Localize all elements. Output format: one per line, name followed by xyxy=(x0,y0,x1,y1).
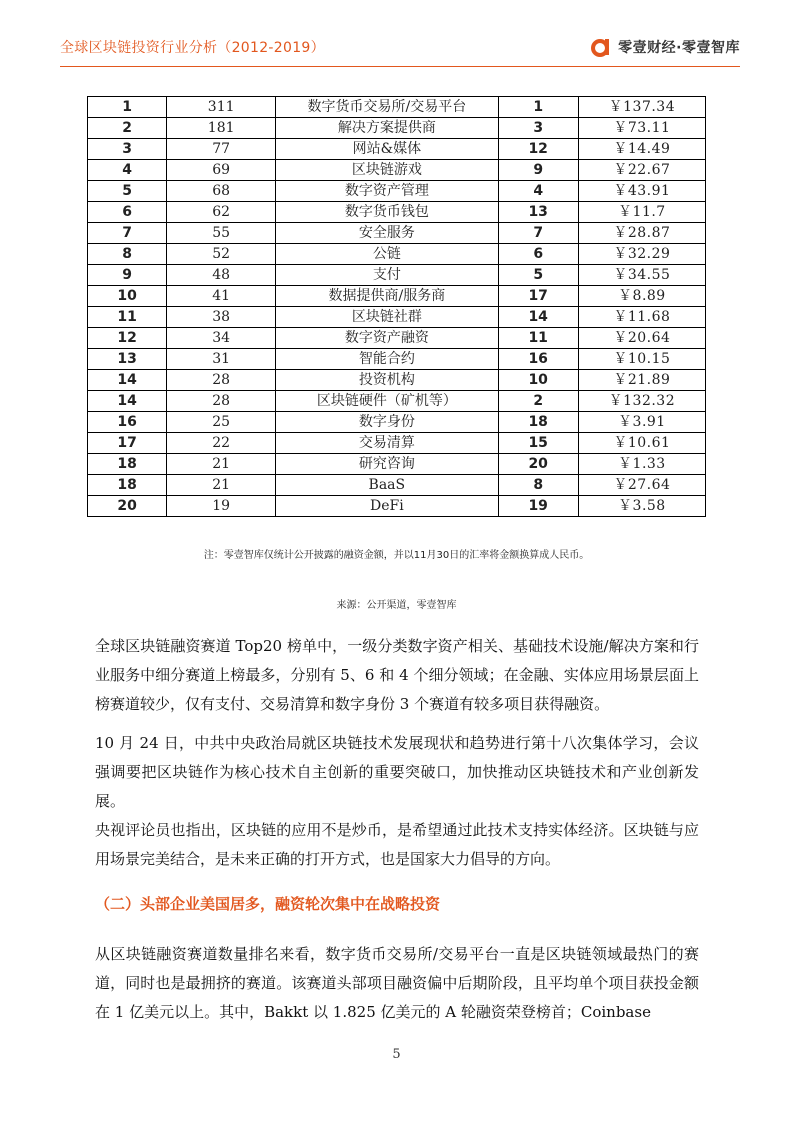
header-title: 全球区块链投资行业分析（2012-2019） xyxy=(60,40,325,56)
avg-amount-cell: ￥137.34 xyxy=(578,97,705,118)
paragraph-4-text: 从区块链融资赛道数量排名来看，数字货币交易所/交易平台一直是区块链领域最热门的赛道，同时也是最拥挤的赛道。该赛道头部项目融资偏中后期阶段，且平均单个项目获投金额在 1 亿美元以上。其中，Bakkt 以 1.825 亿美元的 A 轮融资荣登榜首；Coinbase xyxy=(95,945,699,1021)
amount-rank-cell: 15 xyxy=(498,433,578,454)
amount-rank-cell: 9 xyxy=(498,160,578,181)
count-cell: 21 xyxy=(167,475,276,496)
paragraph-1 xyxy=(95,632,699,719)
track-cell: 智能合约 xyxy=(276,349,499,370)
count-cell: 311 xyxy=(167,97,276,118)
track-cell: 数字资产管理 xyxy=(276,181,499,202)
rank-cell: 11 xyxy=(88,307,167,328)
track-cell: BaaS xyxy=(276,475,499,496)
rank-cell: 14 xyxy=(88,391,167,412)
count-cell: 68 xyxy=(167,181,276,202)
table-row xyxy=(88,433,706,454)
rank-cell: 8 xyxy=(88,244,167,265)
count-cell: 41 xyxy=(167,286,276,307)
table-row xyxy=(88,475,706,496)
table-note: 注：零壹智库仅统计公开披露的融资金额，并以11月30日的汇率将金额换算成人民币。 xyxy=(203,550,590,561)
avg-amount-cell: ￥8.89 xyxy=(578,286,705,307)
amount-rank-cell: 6 xyxy=(498,244,578,265)
table-row xyxy=(88,307,706,328)
count-cell: 55 xyxy=(167,223,276,244)
paragraph-2-text: 10 月 24 日，中共中央政治局就区块链技术发展现状和趋势进行第十八次集体学习，会议强调要把区块链作为核心技术自主创新的重要突破口，加快推动区块链技术和产业创新发展。 xyxy=(95,734,699,810)
table-source: 来源：公开渠道，零壹智库 xyxy=(336,600,457,611)
rank-cell: 16 xyxy=(88,412,167,433)
paragraph-1-text: 全球区块链融资赛道 Top20 榜单中，一级分类数字资产相关、基础技术设施/解决方案和行业服务中细分赛道上榜最多，分别有 5、6 和 4 个细分领域；在金融、实体应用场景层面上榜赛道较少，仅有支付、交易清算和数字身份 3 个赛道有较多项目获得融资。 xyxy=(95,637,699,713)
amount-rank-cell: 4 xyxy=(498,181,578,202)
amount-rank-cell: 8 xyxy=(498,475,578,496)
rank-cell: 1 xyxy=(88,97,167,118)
count-cell: 181 xyxy=(167,118,276,139)
track-cell: 投资机构 xyxy=(276,370,499,391)
track-cell: 公链 xyxy=(276,244,499,265)
table-row xyxy=(88,286,706,307)
amount-rank-cell: 20 xyxy=(498,454,578,475)
avg-amount-cell: ￥11.7 xyxy=(578,202,705,223)
avg-amount-cell: ￥10.61 xyxy=(578,433,705,454)
amount-rank-cell: 17 xyxy=(498,286,578,307)
avg-amount-cell: ￥22.67 xyxy=(578,160,705,181)
rank-cell: 17 xyxy=(88,433,167,454)
avg-amount-cell: ￥27.64 xyxy=(578,475,705,496)
count-cell: 21 xyxy=(167,454,276,475)
rank-cell: 3 xyxy=(88,139,167,160)
count-cell: 22 xyxy=(167,433,276,454)
table-row xyxy=(88,160,706,181)
rank-cell: 13 xyxy=(88,349,167,370)
track-cell: 区块链硬件（矿机等） xyxy=(276,391,499,412)
track-cell: 区块链社群 xyxy=(276,307,499,328)
avg-amount-cell: ￥132.32 xyxy=(578,391,705,412)
amount-rank-cell: 18 xyxy=(498,412,578,433)
track-cell: 研究咨询 xyxy=(276,454,499,475)
table-row xyxy=(88,349,706,370)
count-cell: 52 xyxy=(167,244,276,265)
avg-amount-cell: ￥11.68 xyxy=(578,307,705,328)
table-row xyxy=(88,181,706,202)
table-row xyxy=(88,265,706,286)
track-cell: 区块链游戏 xyxy=(276,160,499,181)
amount-rank-cell: 14 xyxy=(498,307,578,328)
track-cell: 交易清算 xyxy=(276,433,499,454)
paragraph-3 xyxy=(95,816,699,874)
table-row xyxy=(88,202,706,223)
amount-rank-cell: 2 xyxy=(498,391,578,412)
avg-amount-cell: ￥43.91 xyxy=(578,181,705,202)
avg-amount-cell: ￥32.29 xyxy=(578,244,705,265)
amount-rank-cell: 16 xyxy=(498,349,578,370)
avg-amount-cell: ￥3.58 xyxy=(578,496,705,517)
page-header xyxy=(60,36,740,60)
count-cell: 31 xyxy=(167,349,276,370)
track-cell: 网站&媒体 xyxy=(276,139,499,160)
paragraph-3-text: 央视评论员也指出，区块链的应用不是炒币，是希望通过此技术支持实体经济。区块链与应用场景完美结合，是未来正确的打开方式，也是国家大力倡导的方向。 xyxy=(95,821,699,868)
count-cell: 77 xyxy=(167,139,276,160)
avg-amount-cell: ￥1.33 xyxy=(578,454,705,475)
rank-cell: 2 xyxy=(88,118,167,139)
rank-cell: 7 xyxy=(88,223,167,244)
count-cell: 38 xyxy=(167,307,276,328)
rank-cell: 18 xyxy=(88,475,167,496)
count-cell: 69 xyxy=(167,160,276,181)
count-cell: 25 xyxy=(167,412,276,433)
avg-amount-cell: ￥34.55 xyxy=(578,265,705,286)
amount-rank-cell: 10 xyxy=(498,370,578,391)
count-cell: 48 xyxy=(167,265,276,286)
paragraph-4 xyxy=(95,940,699,1027)
table-row xyxy=(88,454,706,475)
track-cell: 支付 xyxy=(276,265,499,286)
amount-rank-cell: 3 xyxy=(498,118,578,139)
rank-cell: 10 xyxy=(88,286,167,307)
track-cell: 安全服务 xyxy=(276,223,499,244)
table-row xyxy=(88,139,706,160)
avg-amount-cell: ￥14.49 xyxy=(578,139,705,160)
rank-cell: 4 xyxy=(88,160,167,181)
track-cell: 解决方案提供商 xyxy=(276,118,499,139)
section-heading: （二）头部企业美国居多，融资轮次集中在战略投资 xyxy=(95,895,441,913)
rank-cell: 18 xyxy=(88,454,167,475)
rank-cell: 9 xyxy=(88,265,167,286)
amount-rank-cell: 19 xyxy=(498,496,578,517)
avg-amount-cell: ￥20.64 xyxy=(578,328,705,349)
page-number: 5 xyxy=(392,1047,401,1062)
count-cell: 28 xyxy=(167,370,276,391)
ranking-table xyxy=(87,96,706,517)
avg-amount-cell: ￥3.91 xyxy=(578,412,705,433)
count-cell: 19 xyxy=(167,496,276,517)
track-cell: DeFi xyxy=(276,496,499,517)
amount-rank-cell: 5 xyxy=(498,265,578,286)
brand-a-icon xyxy=(590,36,612,58)
track-cell: 数字资产融资 xyxy=(276,328,499,349)
table-row xyxy=(88,328,706,349)
amount-rank-cell: 1 xyxy=(498,97,578,118)
amount-rank-cell: 13 xyxy=(498,202,578,223)
table-row xyxy=(88,496,706,517)
table-row xyxy=(88,244,706,265)
count-cell: 34 xyxy=(167,328,276,349)
logo-text: 零壹财经·零壹智库 xyxy=(618,40,740,56)
avg-amount-cell: ￥73.11 xyxy=(578,118,705,139)
avg-amount-cell: ￥21.89 xyxy=(578,370,705,391)
header-divider xyxy=(60,66,740,67)
table-row xyxy=(88,97,706,118)
track-cell: 数字身份 xyxy=(276,412,499,433)
amount-rank-cell: 11 xyxy=(498,328,578,349)
count-cell: 28 xyxy=(167,391,276,412)
amount-rank-cell: 12 xyxy=(498,139,578,160)
brand-logo xyxy=(590,36,740,58)
table-row xyxy=(88,370,706,391)
paragraph-2 xyxy=(95,729,699,816)
table-row xyxy=(88,391,706,412)
table-row xyxy=(88,412,706,433)
amount-rank-cell: 7 xyxy=(498,223,578,244)
count-cell: 62 xyxy=(167,202,276,223)
table-row xyxy=(88,223,706,244)
rank-cell: 20 xyxy=(88,496,167,517)
avg-amount-cell: ￥10.15 xyxy=(578,349,705,370)
rank-cell: 14 xyxy=(88,370,167,391)
avg-amount-cell: ￥28.87 xyxy=(578,223,705,244)
track-cell: 数字货币交易所/交易平台 xyxy=(276,97,499,118)
rank-cell: 12 xyxy=(88,328,167,349)
track-cell: 数字货币钱包 xyxy=(276,202,499,223)
table-row xyxy=(88,118,706,139)
track-cell: 数据提供商/服务商 xyxy=(276,286,499,307)
rank-cell: 5 xyxy=(88,181,167,202)
rank-cell: 6 xyxy=(88,202,167,223)
